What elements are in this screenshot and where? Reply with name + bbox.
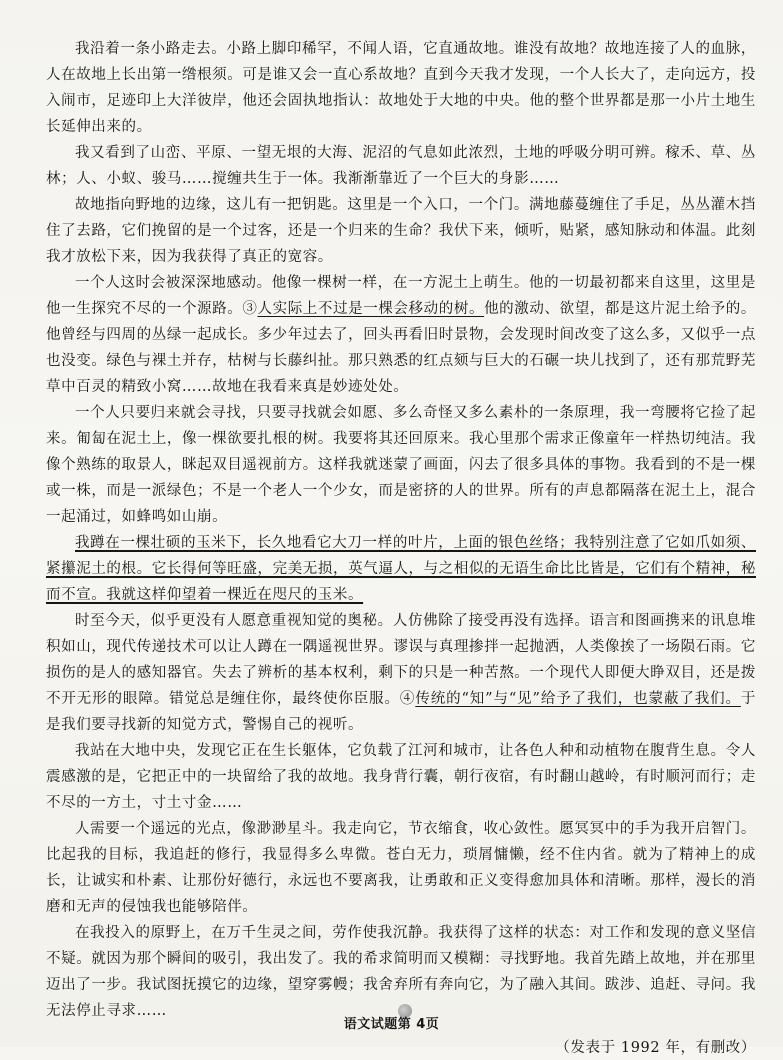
paragraph-3: 故地指向野地的边缘，这儿有一把钥匙。这里是一个入口，一个门。满地藤蔓缠住了手足，丛丛灌木挡住了去路，它们挽留的是一个过客，还是一个归来的生命？我伏下来，倾听，贴紧，感知脉动和体温。此刻我才放松下来，因为我获得了真正的宽容。 [46,197,756,265]
article-body [46,36,756,1060]
paragraph-7-rest: 于是我们要寻找新的知觉方式，警惕自己的视听。 [46,691,756,733]
paragraph-2: 我又看到了山峦、平原、一望无垠的大海、泥沼的气息如此浓烈，土地的呼吸分明可辨。稼禾、草、丛林；人、小蚁、骏马……搅缠共生于一体。我渐渐靠近了一个巨大的身影…… [46,145,756,187]
page-footer: 语文试题第 4页 [343,1017,440,1032]
paragraph-10: 在我投入的原野上，在万千生灵之间，劳作使我沉静。我获得了这样的状态：对工作和发现的意义坚信不疑。就因为那个瞬间的吸引，我出发了。我的希求简明而又模糊：寻找野地。我首先踏上故地，并在那里迈出了一步。我试图抚摸它的边缘，望穿雾幔；我舍弃所有奔向它，为了融入其间。跋涉、追赶、寻问。我无法停止寻求…… [46,925,756,1019]
underlined-passage: 我蹲在一棵壮硕的玉米下，长久地看它大刀一样的叶片，上面的银色丝络；我特别注意了它如爪如须、紧攥泥土的根。它长得何等旺盛，完美无损，英气逼人，与之相似的无语生命比比皆是，它们有个精神，秘而不宣。我就这样仰望着一棵近在咫尺的玉米。 [46,535,756,603]
paragraph-1: 我沿着一条小路走去。小路上脚印稀罕，不闻人语，它直通故地。谁没有故地？故地连接了人的血脉，人在故地上长出第一绺根须。可是谁又会一直心系故地？直到今天我才发现，一个人长大了，走向远方，投入闹市，足迹印上大洋彼岸，他还会固执地指认：故地处于大地的中央。他的整个世界都是那一小片土地生长延伸出来的。 [46,41,756,135]
paragraph-4 [46,270,756,400]
source-note: （发表于 1992 年，有删改） [555,1040,756,1056]
paragraph-5: 一个人只要归来就会寻找，只要寻找就会如愿、多么奇怪又多么素朴的一条原理，我一弯腰将它捡了起来。匍匐在泥土上，像一棵欲要扎根的树。我要将其还回原来。我心里那个需求正像童年一样热切纯洁。我像个熟练的取景人，眯起双目遥视前方。这样我就迷蒙了画面，闪去了很多具体的事物。我看到的不是一棵或一株，而是一派绿色；不是一个老人一个少女，而是密挤的人的世界。所有的声息都隔落在泥土上，混合一起涌过，如蜂鸣如山崩。 [46,405,756,525]
paragraph-7 [46,608,756,738]
paragraph-4-lead: 一个人这时会被深深地感动。他像一棵树一样，在一方泥土上萌生。他的一切最初都来自这里，这里是他一生探究不尽的一个源路。 [46,275,756,317]
underlined-sentence-3: 人实际上不过是一棵会移动的树。 [257,301,485,317]
paragraph-7-lead: 时至今天，似乎更没有人愿意重视知觉的奥秘。人仿佛除了接受再没有选择。语言和图画携来的讯息堆积如山，现代传递技术可以让人蹲在一隅遥视世界。谬误与真理掺拌一起抛洒，人类像挨了一场陨石雨。它损伤的是人的感知器官。失去了辨析的基本权利，剩下的只是一种苦熬。一个现代人即便大睁双目，还是拨不开无形的眼障。错觉总是缠住你，最终使你臣服。 [46,613,756,707]
paragraph-6-underlined [46,530,756,608]
underlined-sentence-4: 传统的“知”与“见”给予了我们，也蒙蔽了我们。 [415,691,741,707]
paragraph-4-rest: 他的激动、欲望，都是这片泥土给予的。他曾经与四周的丛绿一起成长。多少年过去了，回头再看旧时景物，会发现时间改变了这么多，又似乎一点也没变。绿色与裸土并存，枯树与长藤纠扯。那只熟悉的红点颏与巨大的石碾一块儿找到了，还有那荒野芜草中百灵的精致小窝……故地在我看来真是妙迹处处。 [46,301,756,395]
paragraph-8: 我站在大地中央，发现它正在生长躯体，它负载了江河和城市，让各色人种和动植物在腹背生息。令人震感激的是，它把正中的一块留给了我的故地。我身背行囊，朝行夜宿，有时翻山越岭，有时顺河而行；走不尽的一方土，寸土寸金…… [46,743,756,811]
paragraph-9: 人需要一个遥远的光点，像渺渺星斗。我走向它，节衣缩食，收心敛性。愿冥冥中的手为我开启智门。比起我的目标，我追赶的修行，我显得多么卑微。苍白无力，琐屑慵懒，经不住内省。就为了精神上的成长，让诚实和朴素、让那份好德行，永远也不要离我，让勇敢和正义变得愈加具体和清晰。那样，漫长的消磨和无声的侵蚀我也能够陪伴。 [46,821,756,915]
marker-4: ④ [399,691,416,707]
marker-3: ③ [242,301,258,317]
